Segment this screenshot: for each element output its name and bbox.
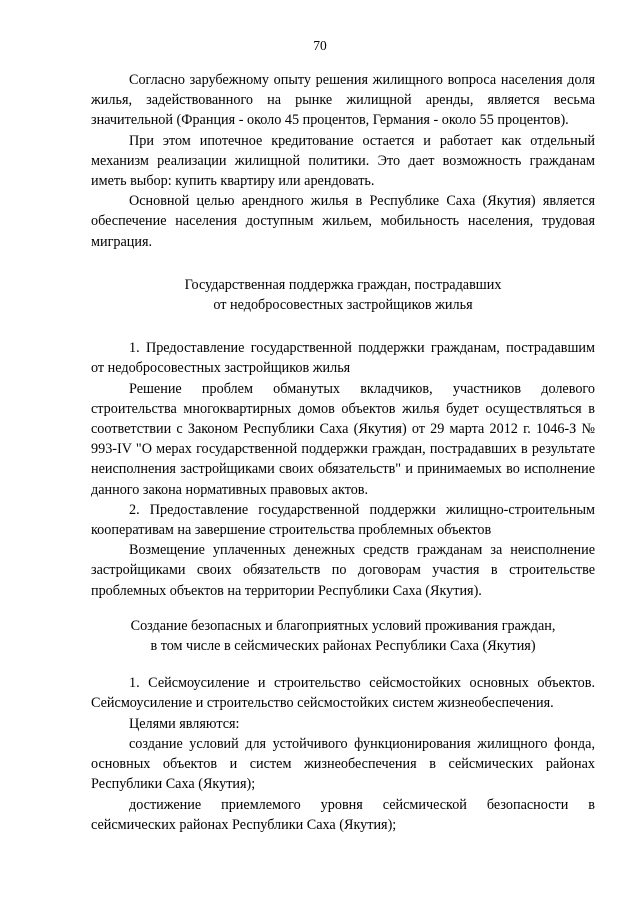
paragraph-deceived-investors: Решение проблем обманутых вкладчиков, участников долевого строительства многоквартирных домов объектов жилья будет осуществляться в соответствии с Законом Республики Саха (Якутия) от 29 марта 2012 г. 1046-З № 993-IV "О мерах государственной поддержки граждан, пострадавших в результате неисполнения застройщиками своих обязательств" и принимаемых во исполнение данного закона нормативных правовых актов.: [91, 380, 595, 498]
paragraph-reimbursement: Возмещение уплаченных денежных средств гражданам за неисполнение застройщиками своих обязательств по договорам участия в строительстве проблемных объектов на территории Республики Саха (Якутия).: [91, 542, 595, 599]
paragraph-mortgage: При этом ипотечное кредитование остается и работает как отдельный механизм реализации жилищной политики. Это дает возможность гражданам иметь выбор: купить квартиру или арендовать.: [91, 132, 595, 190]
section-heading-line: в том числе в сейсмических районах Республики Саха (Якутия): [150, 638, 536, 655]
paragraph-support-item-1: 1. Предоставление государственной поддержки гражданам, пострадавшим от недобросовестных застройщиков жилья: [91, 340, 595, 377]
paragraph-seismic-item-1: 1. Сейсмоусиление и строительство сейсмостойких основных объектов. Сейсмоусиление и строительство сейсмостойких систем жизнеобеспечения.: [91, 675, 595, 712]
paragraph-goal-safety-level: достижение приемлемого уровня сейсмической безопасности в сейсмических районах Республики Саха (Якутия);: [91, 796, 595, 833]
paragraph-foreign-experience: Согласно зарубежному опыту решения жилищного вопроса населения доля жилья, задействованного на рынке жилищной аренды, является весьма значительной (Франция - около 45 процентов, Германия - около 55 процентов).: [91, 72, 595, 129]
section-heading-line: от недобросовестных застройщиков жилья: [213, 297, 473, 314]
paragraph-goal-conditions: создание условий для устойчивого функционирования жилищного фонда, основных объектов и систем жизнеобеспечения в сейсмических районах Республики Саха (Якутия);: [91, 735, 595, 793]
section-heading-line: Государственная поддержка граждан, пострадавших: [184, 276, 502, 293]
section-heading-state-support: [91, 275, 595, 315]
paragraph-rental-goal: Основной целью арендного жилья в Республике Саха (Якутия) является обеспечение населения доступным жильем, мобильность населения, трудовая миграция.: [91, 193, 595, 250]
document-body: [91, 70, 595, 835]
page-number: 70: [313, 38, 327, 53]
section-heading-line: Создание безопасных и благоприятных условий проживания граждан,: [130, 617, 556, 634]
paragraph-support-item-2: 2. Предоставление государственной поддержки жилищно-строительным кооперативам на завершение строительства проблемных объектов: [91, 501, 595, 539]
paragraph-goals-label: Целями являются:: [129, 715, 240, 732]
section-heading-safe-conditions: [91, 616, 595, 656]
